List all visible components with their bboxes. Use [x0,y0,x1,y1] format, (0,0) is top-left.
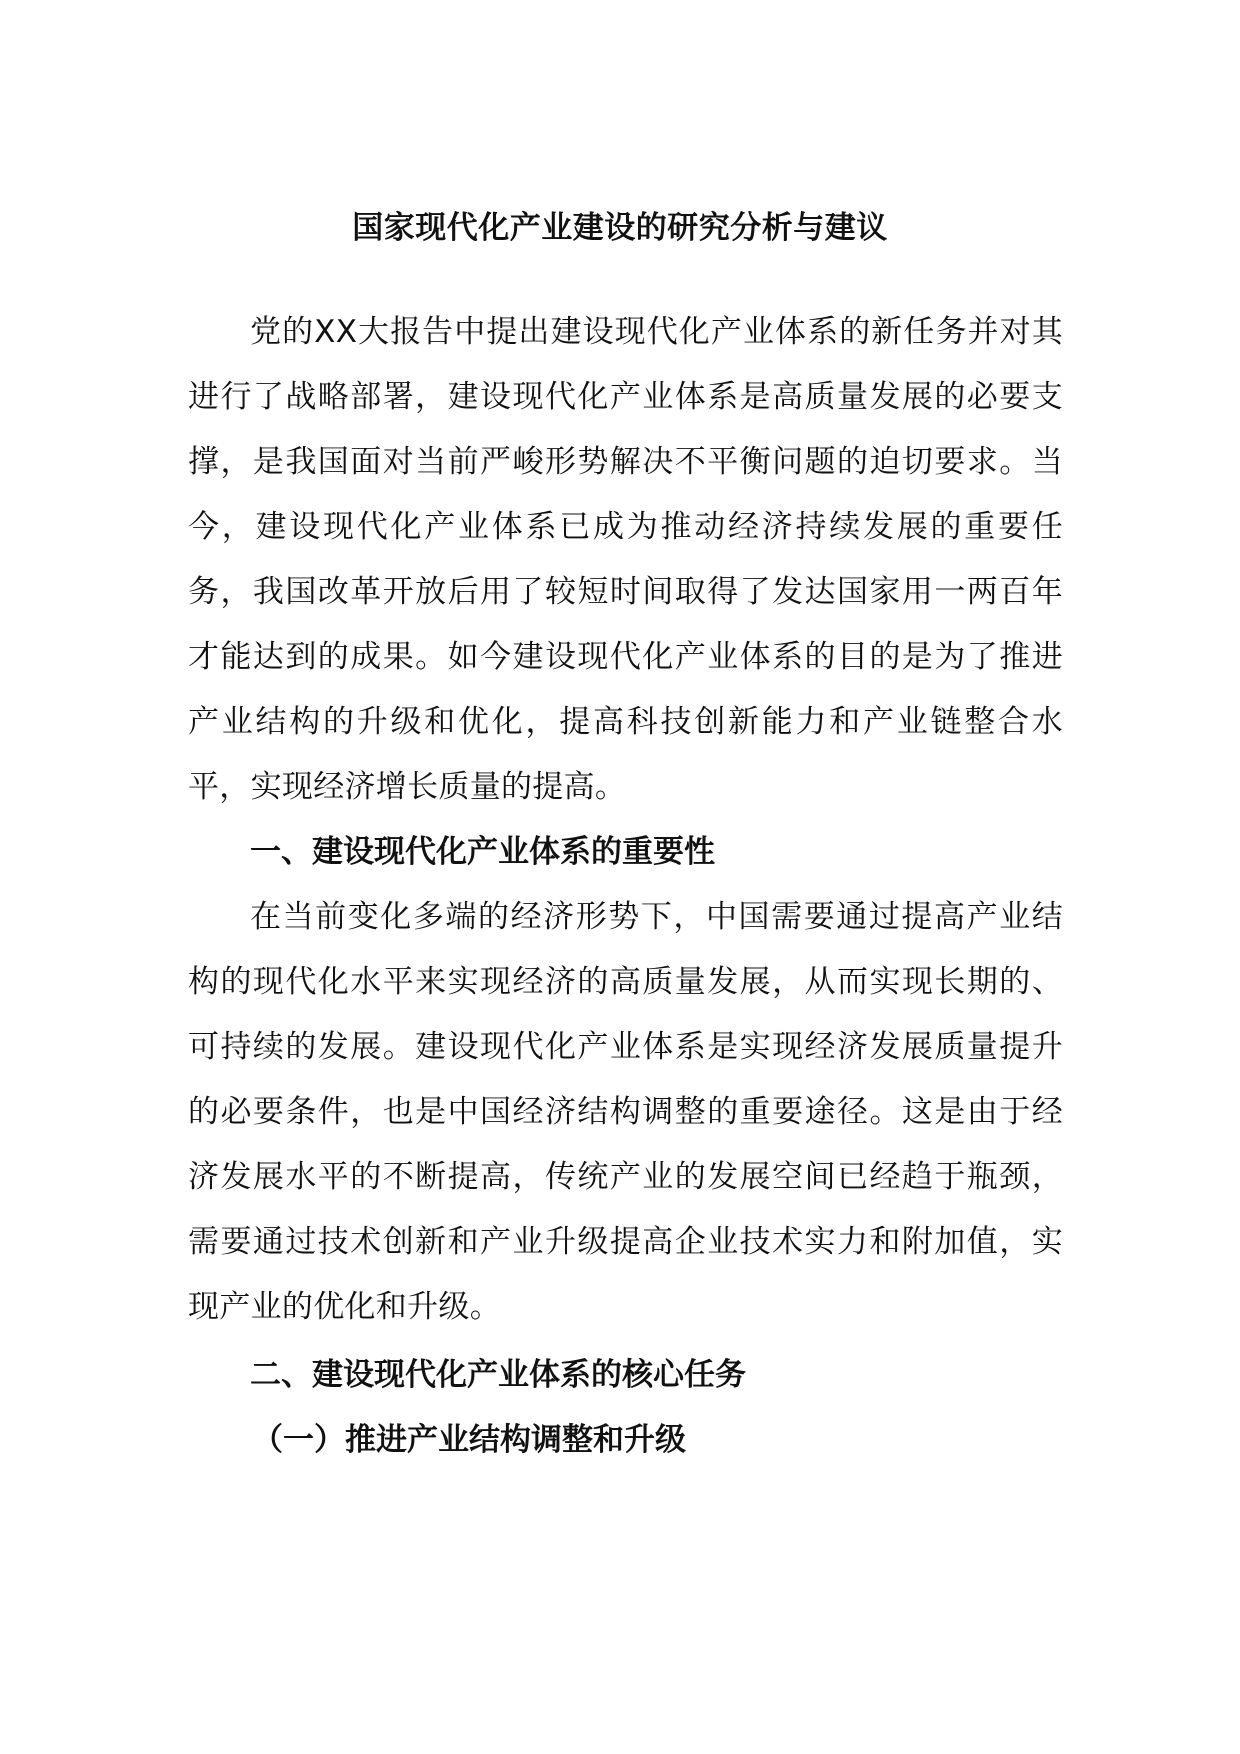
intro-paragraph: 党的XX大报告中提出建设现代化产业体系的新任务并对其进行了战略部署，建设现代化产业体系是高质量发展的必要支撑，是我国面对当前严峻形势解决不平衡问题的迫切要求。当今，建设现代化产业体系已成为推动经济持续发展的重要任务，我国改革开放后用了较短时间取得了发达国家用一两百年才能达到的成果。如今建设现代化产业体系的目的是为了推进产业结构的升级和优化，提高科技创新能力和产业链整合水平，实现经济增长质量的提高。 [188,314,1063,805]
section-2-subheading: （一）推进产业结构调整和升级 [252,1422,686,1458]
section-2-heading: 二、建设现代化产业体系的核心任务 [250,1357,746,1393]
document-title: 国家现代化产业建设的研究分析与建议 [352,210,888,246]
section-1-heading: 一、建设现代化产业体系的重要性 [250,834,715,870]
section-1-paragraph: 在当前变化多端的经济形势下，中国需要通过提高产业结构的现代化水平来实现经济的高质量发展，从而实现长期的、可持续的发展。建设现代化产业体系是实现经济发展质量提升的必要条件，也是中国经济结构调整的重要途径。这是由于经济发展水平的不断提高，传统产业的发展空间已经趋于瓶颈，需要通过技术创新和产业升级提高企业技术实力和附加值，实现产业的优化和升级。 [188,899,1063,1325]
document-body [188,300,1063,1473]
